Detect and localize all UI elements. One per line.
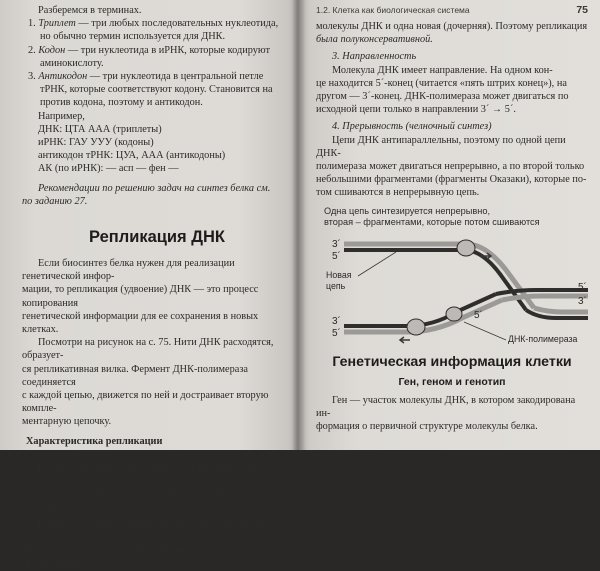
- recommendation-line-1: Рекомендации по решению задач на синтез белка см.: [38, 182, 271, 194]
- para1-line-3: генетической информации для ее сохранения в новых клетках.: [22, 310, 259, 336]
- discontinuity-title: 4. Прерывность (челночный синтез): [332, 121, 492, 133]
- example-label: Например,: [38, 110, 85, 122]
- right-strand-gray: [534, 308, 588, 312]
- direction-line-3: другом — 3´-конец. ДНК-полимераза может двигаться по: [316, 91, 569, 103]
- direction-line-4: исходной цепи только в направлении 3´ → 5´.: [316, 104, 516, 116]
- discontinuity-line-4: том сшиваются в непрерывную цепь.: [316, 187, 480, 199]
- replication-figure: [316, 206, 588, 348]
- page-number: 75: [576, 4, 588, 16]
- discontinuity-line-1: Цепи ДНК антипараллельны, поэтому по одной цепи ДНК-: [316, 134, 566, 159]
- term-item-triplet-cont: но обычно термин используется для ДНК.: [40, 31, 226, 43]
- left-page: [0, 0, 298, 570]
- arrow-left: [400, 337, 410, 343]
- para2-line-4: ментарную цепочку.: [22, 416, 112, 428]
- direction-title: 3. Направленность: [332, 51, 417, 63]
- char2-line-2: них находится одна старая (материнская) цепь (из предыдущей: [22, 545, 242, 570]
- polymerase-top: [457, 240, 475, 256]
- para2-line-1: Посмотри на рисунок на с. 75. Нити ДНК расходятся, образует-: [22, 337, 274, 362]
- new-chain-pointer: [358, 252, 396, 276]
- term-item-anticodon: 3. Антикодон — три нуклеотида в центральной петле: [28, 71, 264, 83]
- figure-caption-line-1: Одна цепь синтезируется непрерывно,: [324, 205, 491, 216]
- replication-fork-diagram: [316, 230, 588, 345]
- para1-line-2: мации, то репликация (удвоение) ДНК — это процесс копирования: [22, 284, 259, 309]
- example-irna: иРНК: ГАУ УУУ (кодоны): [38, 137, 154, 149]
- end-label-5-top: 5´: [332, 250, 341, 262]
- end-label-3-top: 3´: [332, 238, 341, 250]
- direction-line-1: Молекула ДНК имеет направление. На одном кон-: [332, 64, 553, 76]
- discontinuity-line-2: полимераза может двигаться непрерывно, а по второй только: [316, 161, 585, 173]
- term-item-anticodon-cont-2: против кодона, поэтому и антикодон.: [40, 97, 203, 109]
- terms-intro: Разберемся в терминах.: [38, 5, 142, 16]
- right-upper-gray: [502, 296, 588, 300]
- para2-line-3: с каждой цепью, движется по ней и достраивает вторую компле-: [22, 390, 269, 415]
- subheading-gene: Ген, геном и генотип: [398, 375, 506, 388]
- section-heading-replication: Репликация ДНК: [88, 228, 226, 247]
- continued-line-1: молекулы ДНК и одна новая (дочерняя). Поэтому репликация: [316, 21, 588, 32]
- polymerase-pointer: [464, 322, 506, 340]
- polymerase-label: ДНК-полимераза: [508, 333, 578, 344]
- example-trna: антикодон тРНК: ЦУА, ААА (антикодоны): [38, 150, 226, 162]
- continued-line-2: была полуконсервативной.: [316, 34, 433, 46]
- running-head-title: 1.2. Клетка как биологическая система: [316, 5, 470, 15]
- char1-line-1: Последовательность новой цепи определяется по матрице: [22, 462, 255, 487]
- term-item-anticodon-cont-1: тРНК, которые соответствуют кодону. Становится на: [40, 84, 273, 96]
- char1-title: 1. Матричность: [38, 448, 112, 460]
- gene-def-line-1: Ген — участок молекулы ДНК, в котором закодирована ин-: [316, 394, 576, 419]
- running-header: [316, 4, 588, 16]
- direction-line-2: це находится 5´-конец (читается «пять штрих конец»), на: [316, 77, 567, 89]
- end-label-5-mid: 5´: [474, 309, 483, 321]
- term-item-codon: 2. Кодон — три нуклеотида в иРНК, которые кодируют: [28, 44, 270, 56]
- section-heading-genetic-info: Генетическая информация клетки: [332, 353, 572, 370]
- figure-caption-line-2: вторая – фрагментами, которые потом сшиваются: [324, 217, 540, 228]
- terms-list: [22, 17, 292, 109]
- right-upper-dark: [496, 290, 588, 294]
- example-dna: ДНК: ЦТА ААА (триплеты): [38, 123, 162, 135]
- gene-def-line-2: формация о первичной структуре молекулы белка.: [316, 421, 538, 433]
- para1-line-1: Если биосинтез белка нужен для реализации генетической инфор-: [22, 258, 235, 283]
- polymerase-bottom-1: [407, 319, 425, 335]
- end-label-5-right: 5´: [578, 281, 587, 293]
- end-label-3-right: 3´: [578, 295, 587, 307]
- para2-line-2: ся репликативная вилка. Фермент ДНК-полимераза соединяется: [22, 363, 248, 388]
- end-label-5-bottom: 5´: [332, 327, 341, 339]
- term-item-triplet: 1. Триплет — три любых последовательных нуклеотида,: [28, 18, 279, 30]
- char1-line-2: (исходной цепи) по принципу комплементарности.: [22, 488, 246, 500]
- new-chain-label-2: цепь: [326, 280, 346, 291]
- new-chain-label-1: Новая: [326, 269, 352, 280]
- polymerase-bottom-2: [446, 307, 462, 321]
- book-gutter-shadow: [292, 0, 306, 450]
- example-aa: АК (по иРНК): — асп — фен —: [38, 163, 179, 175]
- char2-line-1: В итоге из одной молекулы мы получаем две. В каждой из: [22, 518, 282, 544]
- char2-title: 2. Полуконсервативность: [38, 505, 152, 517]
- term-item-codon-cont: аминокислоту.: [40, 57, 104, 69]
- end-label-3-bottom: 3´: [332, 315, 341, 327]
- recommendation-line-2: по заданию 27.: [22, 195, 88, 207]
- right-page: [298, 0, 600, 450]
- discontinuity-line-3: небольшими фрагментами (фрагменты Оказаки), которые по-: [316, 174, 587, 186]
- characteristics-heading: Характеристика репликации: [26, 435, 163, 447]
